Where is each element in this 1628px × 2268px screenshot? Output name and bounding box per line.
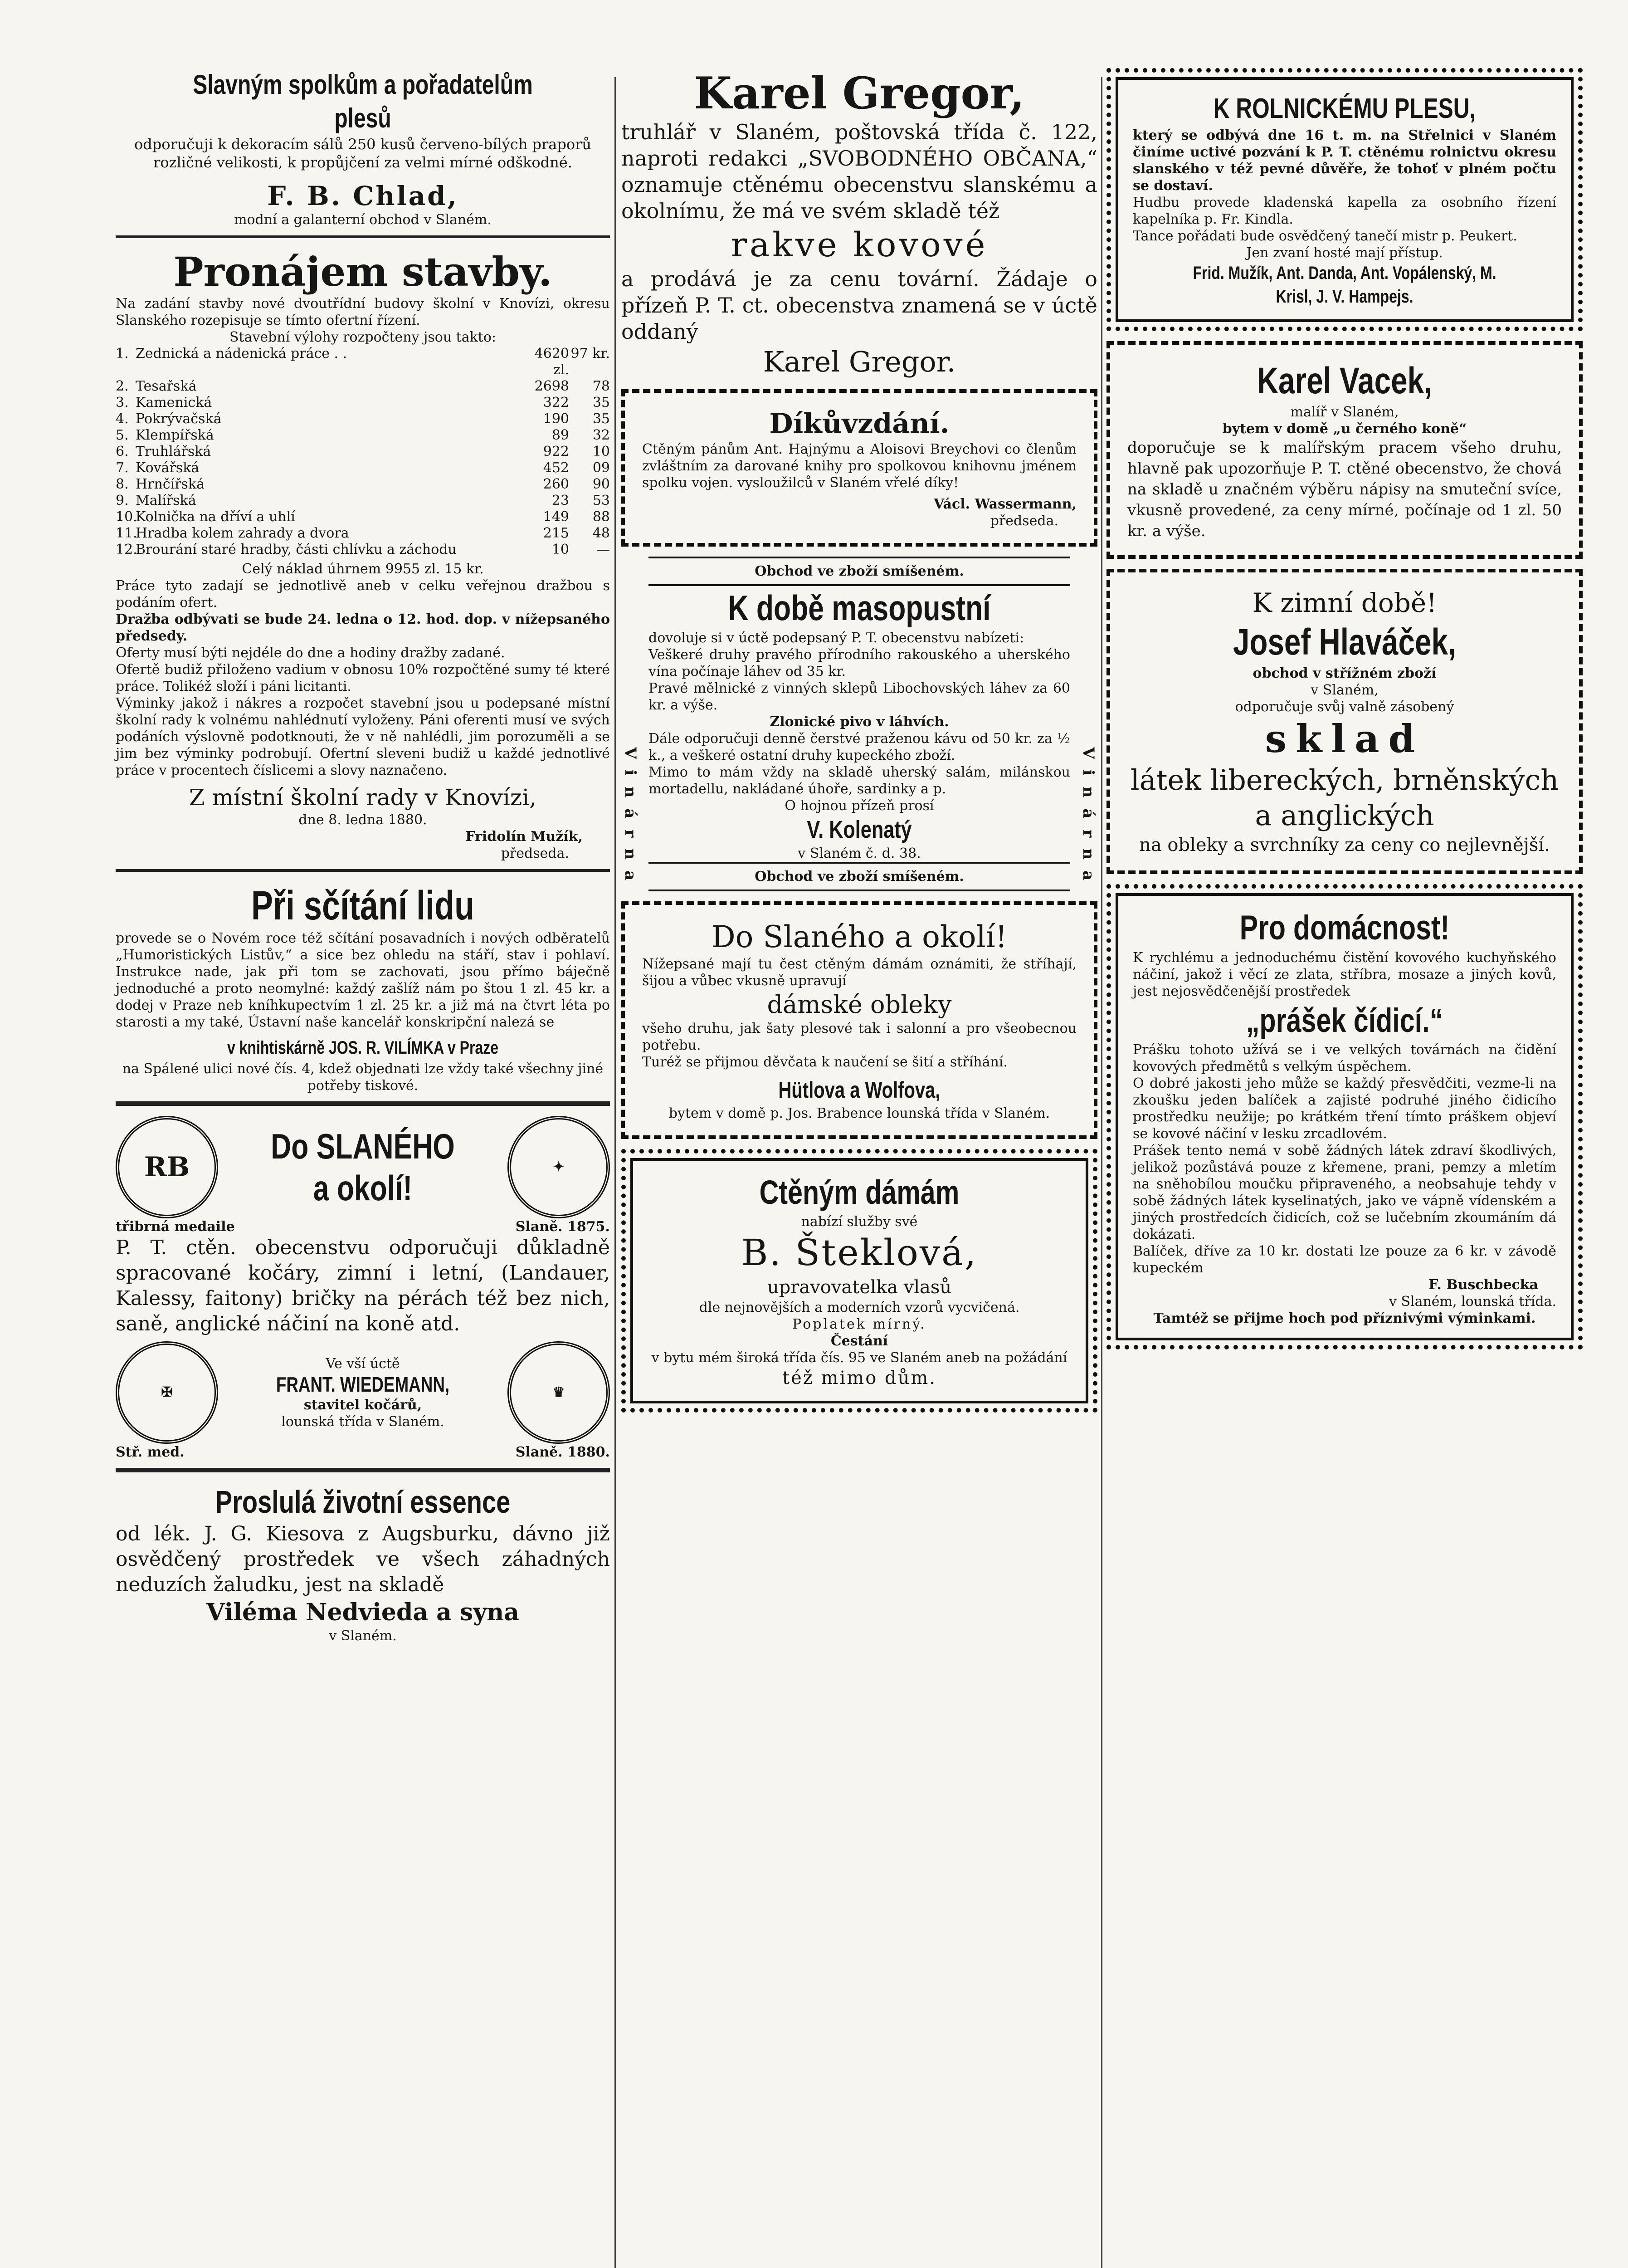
cost-cell-n: 2. xyxy=(116,378,129,394)
cost-cell-name: Kolnička na dříví a uhlí xyxy=(136,509,295,525)
cost-cell-kr: 78 xyxy=(592,378,610,394)
ad-product: dámské obleky xyxy=(767,990,952,1019)
ad-name: FRANT. WIEDEMANN, xyxy=(276,1372,450,1396)
ad-signature: F. B. Chlad, xyxy=(267,181,458,211)
ad-body: P. T. ctěn. obecenstvu odporučuji důkladně spracované kočáry, zimní i letní, (Landauer, Kalessy, faitony) bričky na pérách též bez nich, saně, anglické náčiní na koně atd. xyxy=(116,1236,610,1335)
ad-addr: bytem v domě p. Jos. Brabence lounská třída v Slaném. xyxy=(668,1105,1050,1121)
cost-cell-zl: 4620 zl. xyxy=(534,346,569,378)
cost-cell-n: 7. xyxy=(116,460,129,476)
ad-role: předseda. xyxy=(990,513,1058,529)
ad-trade: obchod v střížném zboží xyxy=(1253,665,1437,681)
ad-title: K ROLNICKÉMU PLESU, xyxy=(1213,93,1476,124)
cost-cell-name: Kovářská xyxy=(136,460,200,476)
ad-sign: V. Kolenatý xyxy=(807,816,912,843)
ad-body: provede se o Novém roce též sčítání posavadních i nových odběratelů „Humoristických Listův,“ a sice bez ohledu na stáří, stav i pohlaví. Instrukce nade, jak při tom se zachovati, jsou přímo báječně jednoduché a proto neomylné: každý zašlíž nám po štou 1 zl. 45 kr. a dodej v Praze neb kníhkupectvím 1 zl. 25 kr. a již má na čtvrt léta po starosti a my také, Ústavní naše kancelář konskripční nalezá se xyxy=(116,930,610,1030)
ad-addr: bytem v domě „u černého koně“ xyxy=(1222,421,1467,437)
ad-body: K rychlému a jednoduchému čistění kovového kuchyňského náčiní, jakož i věcí ze zlata, stříbra, mosaze a jiných kovů, jest nejosvědčenější prostředek xyxy=(1133,950,1556,999)
ad-sign: Karel Gregor. xyxy=(763,345,956,378)
side-label: Vinárna xyxy=(1079,747,1097,892)
cost-cell-kr: 53 xyxy=(592,493,610,508)
ad-steklova xyxy=(621,1149,1097,1413)
ad-paragraph: Ofertě budiž přiloženo vadium v obnosu 10% rozpočtěné sumy té které práce. Tolikéž složí i páni licitanti. xyxy=(116,662,610,694)
cost-cell-n: 11. xyxy=(116,525,137,541)
ad-body: Nížepsané mají tu čest ctěným dámám oznámiti, že stříhají, šijou a vůbec vkusně upravují xyxy=(642,956,1077,989)
cost-cell-name: Malířská xyxy=(136,493,196,508)
medal-emblem: ✠ xyxy=(116,1341,218,1444)
ad-trade: malíř v Slaném, xyxy=(1290,404,1399,420)
ad-paragraph: Dále odporučuji denně čerstvé praženou kávu od 50 kr. za ½ k., a veškeré ostatní druhy kupeckého zboží. xyxy=(648,731,1070,763)
ad-product: rakve kovové xyxy=(731,225,988,264)
ad-hutlova xyxy=(621,901,1097,1139)
ad-paragraph: Prášek tento nemá v sobě žádných látek zdraví škodlivých, jelikož pozůstává pouze z křemene, prani, pemzy a mletím na sněhobílou moučku připraveného, a neobsahuje tehdy v sobě žádných látek kyselinatých, jako ve vápně vídenském a jiných prostředcích čidicích, což se lučebním zkoumáním dá dokázati. xyxy=(1133,1143,1556,1242)
cost-cell-zl: 190 xyxy=(543,411,569,427)
ad-heading: Do SLANÉHO a okolí! xyxy=(271,1126,455,1208)
cost-cell-kr: 35 xyxy=(592,411,610,427)
ad-chlad xyxy=(116,68,610,238)
cost-cell-kr: 90 xyxy=(592,476,610,492)
divider xyxy=(116,235,610,238)
divider xyxy=(116,1101,610,1106)
ad-addr: v Slaném č. d. 38. xyxy=(798,846,921,861)
ad-name: Viléma Nedvieda a syna xyxy=(206,1598,519,1626)
cost-row xyxy=(116,493,610,509)
ad-name: Josef Hlaváček, xyxy=(1233,621,1457,663)
ad-title: Karel Vacek, xyxy=(1257,360,1433,401)
right-column xyxy=(1106,68,1583,1359)
cost-cell-kr: 09 xyxy=(592,460,610,476)
ad-names: Frid. Mužík, Ant. Danda, Ant. Vopálenský, M. Krisl, J. V. Hampejs. xyxy=(1193,263,1496,307)
ad-greet: Čestání xyxy=(830,1333,888,1349)
ad-sign: F. Buschbecka xyxy=(1428,1277,1538,1293)
cost-cell-n: 8. xyxy=(116,476,129,492)
ad-body: truhlář v Slaném, poštovská třída č. 122, naproti redakci „SVOBODNÉHO OBČANA,“ oznamuje ctěnému obecenstvu slanskému a okolnímu, že má ve svém skladě též xyxy=(621,120,1097,223)
ad-paragraph: Mimo to mám vždy na skladě uherský salám, milánskou mortadellu, nakládané úhoře, sardinky a p. xyxy=(648,764,1070,797)
cost-cell-zl: 322 xyxy=(543,395,569,411)
cost-cell-name: Kamenická xyxy=(136,395,212,411)
ad-respect: Ve vší úctě xyxy=(326,1355,400,1372)
cost-cell-n: 6. xyxy=(116,444,129,459)
ad-body: v bytu mém široká třída čís. 95 ve Slaném aneb na požádání xyxy=(651,1350,1067,1366)
ad-paragraph: Hudbu provede kladenská kapella za osobního řízení kapelníka p. Fr. Kindla. xyxy=(1133,195,1556,227)
cost-cell-name: Brourání staré hradby, části chlívku a záchodu xyxy=(136,542,457,557)
medal-label: Slaně. 1880. xyxy=(515,1444,610,1460)
cost-row xyxy=(116,411,610,427)
ad-head: K zimní době! xyxy=(1252,587,1437,618)
ad-paragraph: Balíček, dříve za 10 kr. dostati lze pouze za 6 kr. v závodě kupeckém xyxy=(1133,1243,1556,1276)
ad-paragraph: Práce tyto zadají se jednotlivě aneb v celku veřejnou dražbou s podáním ofert. xyxy=(116,578,610,611)
ad-paragraph: Oferty musí býti nejdéle do dne a hodiny dražby zadané. xyxy=(116,645,505,661)
ad-title: K době masopustní xyxy=(728,588,991,628)
ad-essence xyxy=(116,1482,610,1644)
cost-row xyxy=(116,346,610,378)
cost-cell-zl: 23 xyxy=(551,493,569,508)
middle-column xyxy=(621,68,1097,1422)
ad-place: v Slaném. xyxy=(329,1628,397,1644)
ad-title: Ctěným dámám xyxy=(759,1173,960,1211)
cost-cell-kr: 32 xyxy=(592,427,610,443)
cost-cell-zl: 89 xyxy=(551,427,569,443)
cost-cell-zl: 215 xyxy=(543,525,569,541)
table-total: Celý náklad úhrnem 9955 zl. 15 kr. xyxy=(242,561,484,577)
ad-body: odporučuji k dekoracím sálů 250 kusů červeno-bílých praporů rozličné velikosti, k propůjčení za velmi mírné odškodné. xyxy=(134,136,592,171)
shop-label: Obchod ve zboží smíšeném. xyxy=(648,557,1070,586)
ad-paragraph: Pravé mělnické z vinných sklepů Libochovských láhev za 60 kr. a výše. xyxy=(648,680,1070,713)
cost-cell-kr: 48 xyxy=(592,525,610,541)
ad-paragraph: O dobré jakosti jeho může se každý přesvědčiti, vezme-li na zkoušku jeden balíček a zajisté podruhé jiného čidicího prostředku neužije; po krátkém tření tímto práškem objeví se kovové náčiní v lesku zrcadlovém. xyxy=(1133,1075,1556,1142)
cost-row xyxy=(116,427,610,444)
column-rule xyxy=(1101,77,1102,2268)
cost-cell-zl: 922 xyxy=(543,444,569,459)
ad-goods: na obleky a svrchníky za ceny co nejlevnější. xyxy=(1139,835,1550,855)
ad-body: od lék. J. G. Kiesova z Augsburku, dávno již osvědčený prostředek ve všech záhadných neduzích žaludku, jest na skladě xyxy=(116,1522,610,1596)
cost-cell-n: 5. xyxy=(116,427,129,443)
cost-cell-n: 4. xyxy=(116,411,129,427)
ad-paragraph: Prášku tohoto užívá se i ve velkých továrnách na čidění kovových předmětů s velkým úspěchem. xyxy=(1133,1042,1556,1075)
ad-pronajem xyxy=(116,248,610,872)
ad-address2: na Spálené ulici nové čís. 4, kdež objednati lze vždy také všechny jiné potřeby tiskové. xyxy=(122,1061,604,1094)
cost-cell-zl: 260 xyxy=(543,476,569,492)
ad-note: Tamtéž se přijme hoch pod příznivými výminkami. xyxy=(1153,1310,1536,1326)
ad-title: Do Slaného a okolí! xyxy=(711,919,1008,954)
cost-cell-zl: 2698 xyxy=(534,378,569,394)
cost-cell-n: 9. xyxy=(116,493,129,508)
cost-cell-kr: 10 xyxy=(592,444,610,459)
ad-paragraph: Výminky jakož i nákres a rozpočet stavební jsou u podepsané místní školní rady k volnému nahlédnutí vyloženy. Páni oferenti musí ve svých podáních výslovně podotknouti, že v ně nahlédli, jim porozuměli a se jim bez výminky podrobují. Ofertní sleveni budiž u každé jednotlivé práce v procentech číslicemi a slovy naznačeno. xyxy=(116,695,610,778)
cost-row xyxy=(116,444,610,460)
cost-cell-kr: 88 xyxy=(592,509,610,525)
ad-title: Pronájem stavby. xyxy=(173,248,552,295)
ad-paragraph: Zlonické pivo v láhvích. xyxy=(770,714,949,730)
ad-sub: modní a galanterní obchod v Slaném. xyxy=(234,212,492,228)
cost-row xyxy=(116,476,610,493)
ad-paragraph: Dražba odbývati se bude 24. ledna o 12. hod. dop. v nížepsaného předsedy. xyxy=(116,611,610,644)
ad-title: Při sčítání lidu xyxy=(251,883,475,929)
ad-paragraph: Jen zvaní hosté mají přístup. xyxy=(1246,245,1443,261)
medal-emblem: ♛ xyxy=(507,1341,610,1444)
ad-date: dne 8. ledna 1880. xyxy=(298,812,427,828)
medal-label: Stř. med. xyxy=(116,1444,185,1460)
ad-signer: Fridolín Mužík, xyxy=(465,829,583,845)
ad-body: a prodává je za cenu tovární. Žádaje o přízeň P. T. ct. obecenstva znamená se v úctě oddaný xyxy=(621,267,1097,344)
ad-trade: stavitel kočárů, xyxy=(303,1397,422,1413)
ad-address: v knihtiskárně JOS. R. VILÍMKA v Praze xyxy=(227,1038,499,1058)
cost-cell-n: 12. xyxy=(116,542,137,557)
cost-cell-kr: 35 xyxy=(592,395,610,411)
ad-prasek xyxy=(1106,884,1583,1349)
ad-product: „prášek čídicí.“ xyxy=(1246,1002,1443,1039)
side-label: Vinárna xyxy=(621,747,639,892)
ad-vacek xyxy=(1106,341,1583,559)
ad-title: Slavným spolkům a pořadatelům plesů xyxy=(193,69,533,133)
cost-row xyxy=(116,542,610,558)
ad-sklad: sklad xyxy=(1265,716,1424,761)
ad-name: B. Šteklová, xyxy=(741,1232,978,1274)
medal-emblem: RB xyxy=(116,1116,218,1218)
shop-label: Obchod ve zboží smíšeném. xyxy=(648,862,1070,891)
medal-label: Slaně. 1875. xyxy=(515,1219,610,1235)
left-column xyxy=(116,68,610,1654)
cost-cell-name: Hradba kolem zahrady a dvora xyxy=(136,525,349,541)
cost-cell-kr: — xyxy=(596,542,610,557)
ad-paragraph: Veškeré druhy pravého přírodního rakouského a uherského vína počínaje láhev od 35 kr. xyxy=(648,647,1070,679)
ad-body: doporučuje se k malířským pracem všeho druhu, hlavně pak upozorňuje P. T. ctěné obecenstvo, že chová na skladě u značném výběru nápisy na smuteční svíce, vkusně provedené, za ceny mírné, počínaje od 1 zl. 50 kr. a výše. xyxy=(1127,439,1562,540)
ad-title: Díkůvzdání. xyxy=(769,408,950,440)
ad-from: Z místní školní rady v Knovízi, xyxy=(189,784,537,811)
cost-cell-n: 10. xyxy=(116,509,137,525)
cost-cell-name: Truhlářská xyxy=(136,444,211,459)
ad-body: Ctěným pánům Ant. Hajnýmu a Aloisovi Breychovi co členům zvláštním za darované knihy pro spolkovou knihovnu jménem spolku vojen. vysloužilců v Slaném vřelé díky! xyxy=(642,441,1077,491)
ad-place: v Slaném, xyxy=(1311,682,1379,698)
ad-body: všeho druhu, jak šaty plesové tak i salonní a pro všeobecnou potřebu. xyxy=(642,1021,1077,1053)
ad-dikuvzdani xyxy=(621,389,1097,547)
ad-kolenaty xyxy=(621,557,1097,891)
ad-body: který se odbývá dne 16 t. m. na Střelnici v Slaném činíme uctivé pozvání k P. T. ctěnému rolnictvu okresu slanského v též pevné důvěře, že tohoť v plném počtu se dostaví. xyxy=(1133,127,1556,194)
cost-row xyxy=(116,525,610,542)
ad-body: odporučuje svůj valně zásobený xyxy=(1235,699,1454,715)
cost-row xyxy=(116,460,610,476)
cost-cell-zl: 149 xyxy=(543,509,569,525)
ad-intro: dovoluje si v úctě podepsaný P. T. obecenstvu nabízeti: xyxy=(648,630,1024,646)
ad-title: Karel Gregor, xyxy=(694,68,1025,119)
cost-cell-name: Tesařská xyxy=(136,378,197,394)
column-rule xyxy=(614,77,616,2268)
ad-role: předseda. xyxy=(501,846,569,861)
cost-cell-kr: 97 kr. xyxy=(570,346,610,362)
ad-body: Turéž se přijmou děvčata k naučení se šití a stříhání. xyxy=(642,1054,1008,1070)
medal-label: třibrná medaile xyxy=(116,1219,235,1235)
cost-cell-name: Hrnčířská xyxy=(136,476,205,492)
cost-row xyxy=(116,395,610,411)
ad-addr: v Slaném, lounská třída. xyxy=(1389,1294,1556,1310)
divider xyxy=(116,1468,610,1472)
ad-sign: Václ. Wassermann, xyxy=(934,496,1077,512)
ad-title: Proslulá životní essence xyxy=(215,1484,511,1520)
ad-sign: Hütlova a Wolfova, xyxy=(778,1077,941,1103)
cost-cell-name: Klempířská xyxy=(136,427,214,443)
cost-cell-name: Pokrývačská xyxy=(136,411,222,427)
divider xyxy=(116,869,610,872)
ad-scitani xyxy=(116,882,610,1106)
ad-rolnicky-ples xyxy=(1106,68,1583,331)
cost-cell-zl: 10 xyxy=(551,542,569,557)
ad-gregor xyxy=(621,68,1097,379)
cost-row xyxy=(116,509,610,525)
cost-cell-zl: 452 xyxy=(543,460,569,476)
cost-cell-name: Zednická a nádenická práce . . xyxy=(136,346,347,362)
ad-intro: Na zadání stavby nové dvoutřídní budovy školní v Knovízi, okresu Slanského rozepisuje se tímto ofertní řízení. xyxy=(116,296,610,328)
ad-wiedemann xyxy=(116,1116,610,1472)
ad-body: dle nejnovějších a moderních vzorů vycvičená. xyxy=(699,1300,1020,1315)
table-head: Stavební výlohy rozpočteny jsou takto: xyxy=(229,329,497,345)
ad-goods: látek libereckých, brněnských a anglických xyxy=(1130,763,1559,832)
cost-table xyxy=(116,346,610,558)
ad-paragraph: Tance pořádati bude osvědčený tanečí mistr p. Peukert. xyxy=(1133,228,1517,244)
ad-hlavacek xyxy=(1106,569,1583,874)
cost-row xyxy=(116,378,610,395)
ad-addr: lounská třída v Slaném. xyxy=(281,1413,444,1430)
ad-home: též mimo dům. xyxy=(782,1368,936,1388)
cost-cell-n: 3. xyxy=(116,395,129,411)
ad-trade: upravovatelka vlasů xyxy=(767,1277,952,1298)
ad-price: Poplatek mírný. xyxy=(792,1316,926,1332)
ad-sub: nabízí služby své xyxy=(801,1214,918,1230)
ad-title: Pro domácnost! xyxy=(1239,909,1450,947)
ad-paragraph: O hojnou přízeň prosí xyxy=(785,798,934,814)
cost-cell-n: 1. xyxy=(116,346,129,362)
medal-emblem: ✦ xyxy=(507,1116,610,1218)
